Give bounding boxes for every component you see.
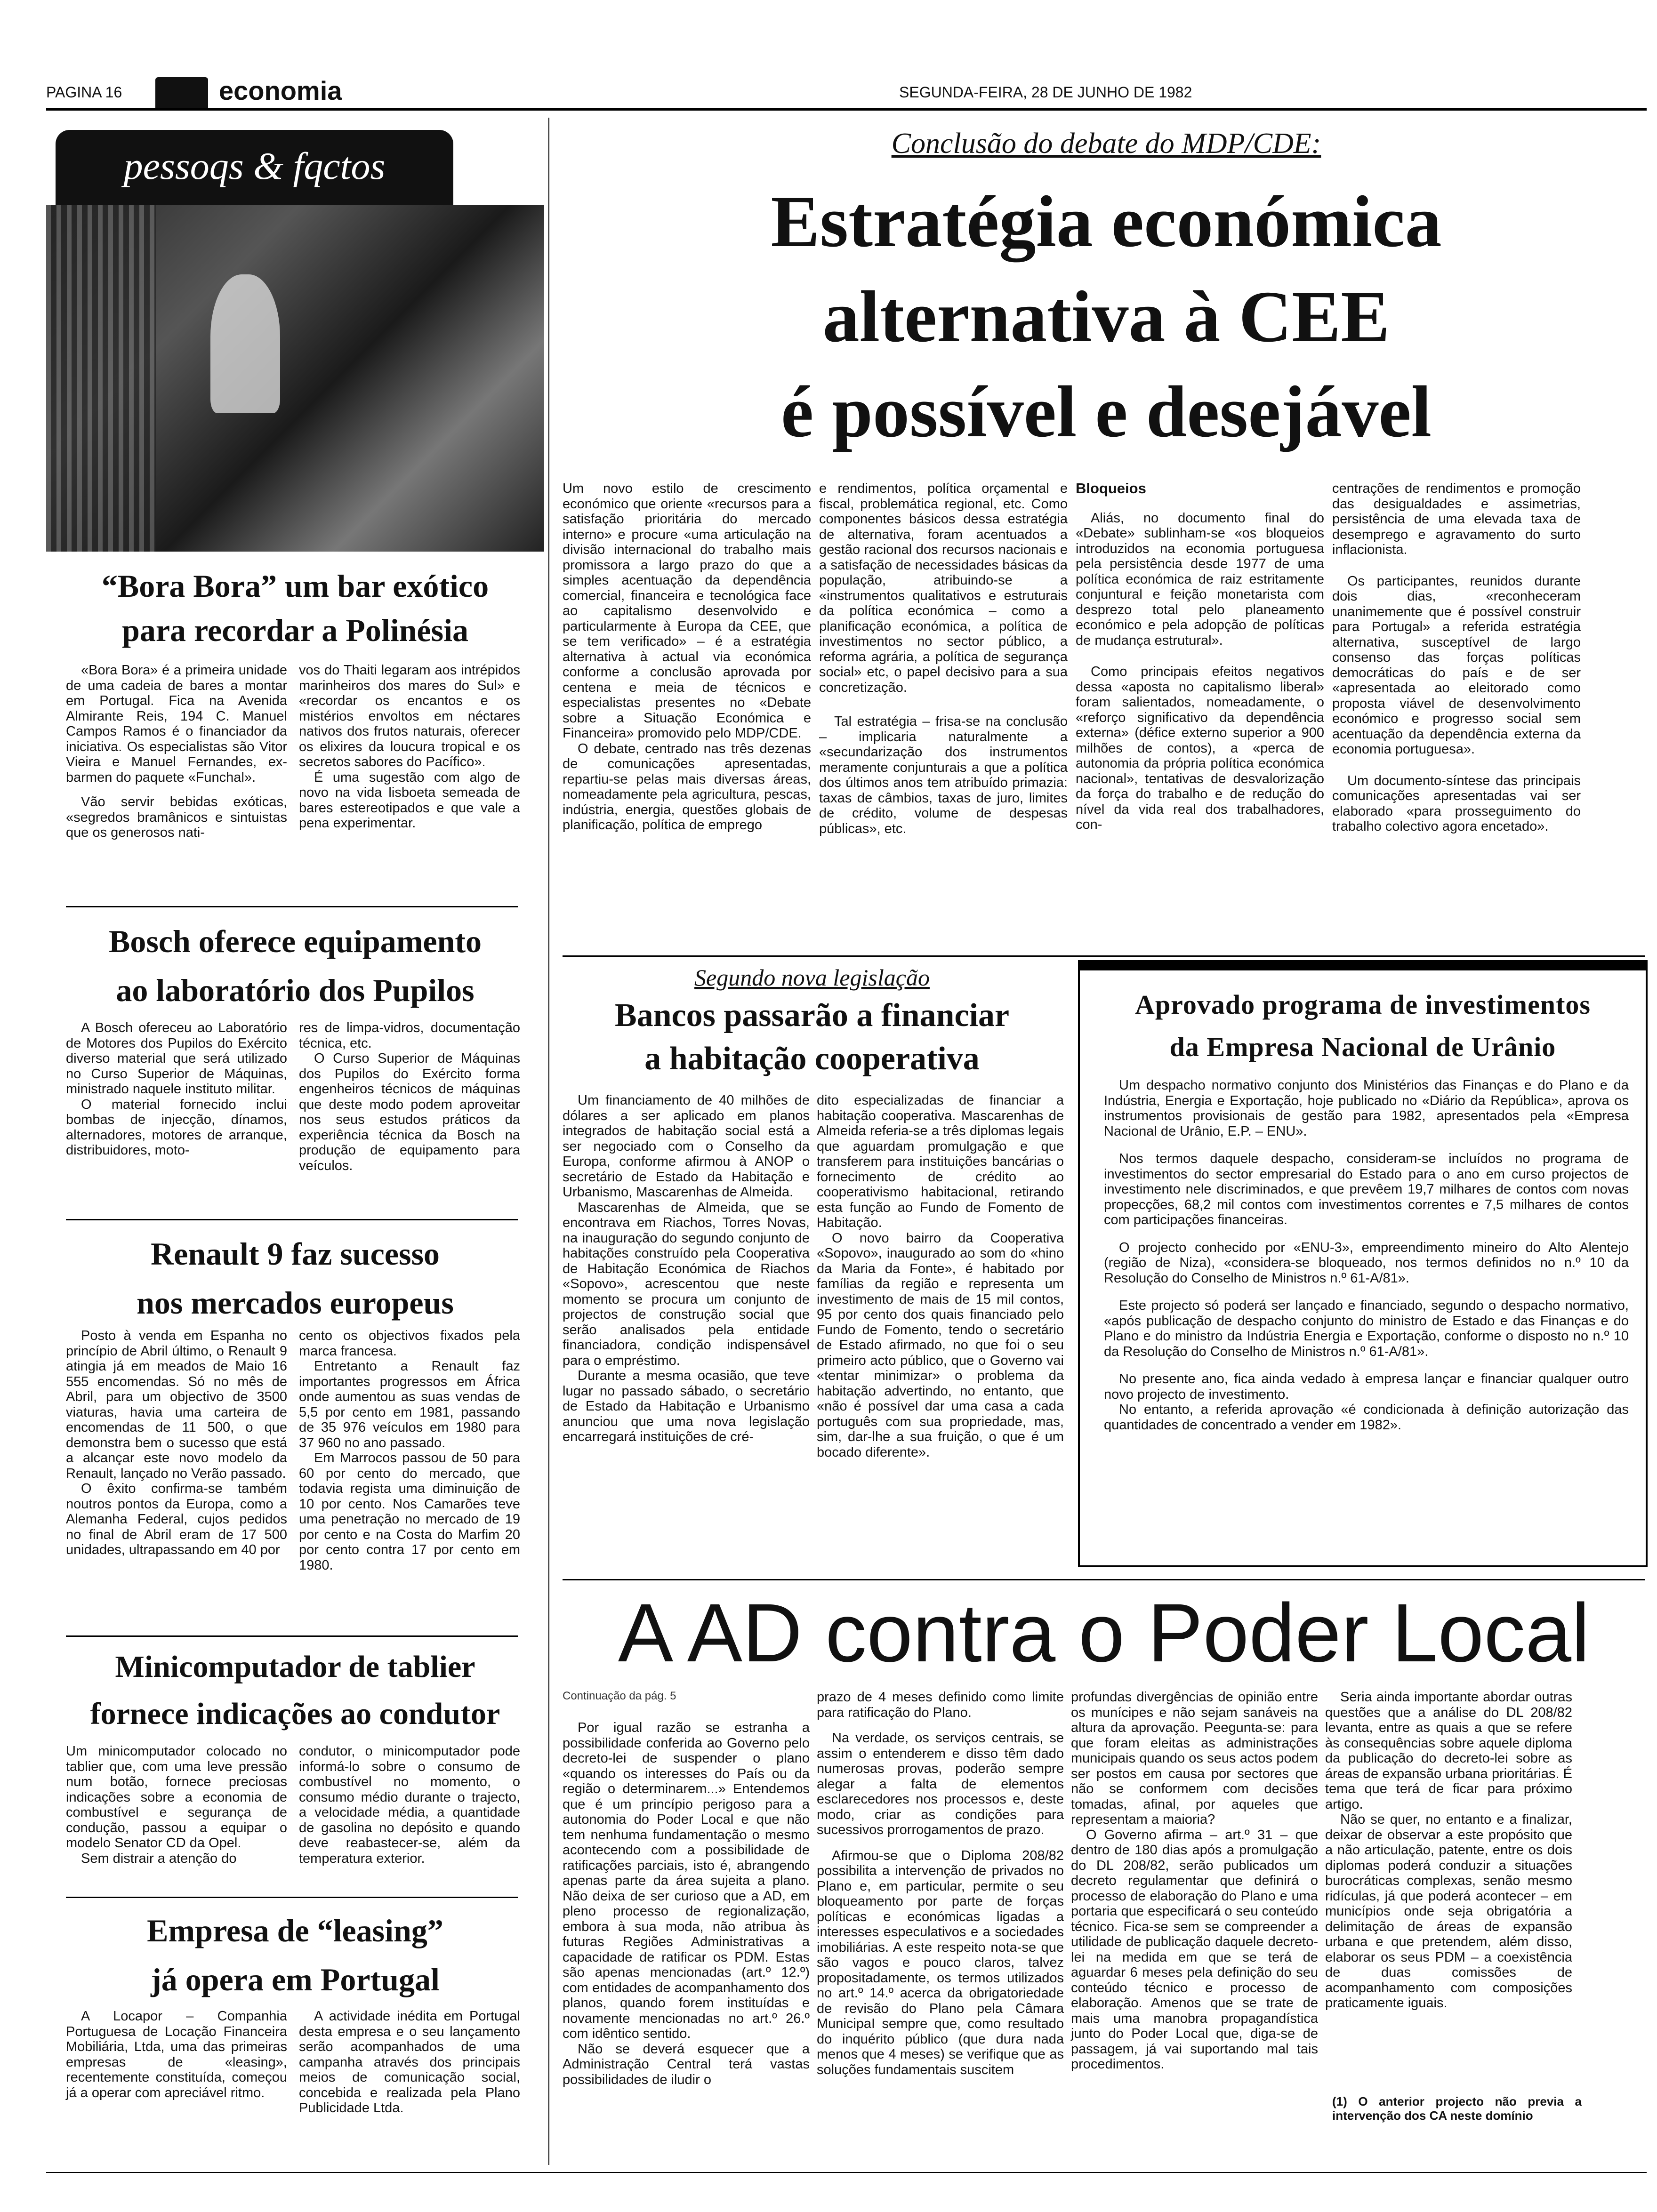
- bora-bora-col1-p2: Vão servir bebidas exóticas, «segredos bramânicos e sintuistas que os generosos nati-: [66, 794, 287, 840]
- section-logo: [155, 77, 208, 110]
- mdp-headline-line2: alternativa à CEE: [822, 276, 1390, 357]
- pessoas-factos-banner-label: pessoqs & fqctos: [123, 144, 386, 187]
- ad-footnote: (1) O anterior projecto não previa a intervenção dos CA neste domínio: [1332, 2094, 1582, 2123]
- renault-col1-p1: Posto à venda em Espanha no princípio de Abril último, o Renault 9 atingia já em meados de Maio 16 555 encomendas. Só no mês de Abril, para um objectivo de 3500 viaturas, havia uma carteira de encomendas de 11 500, o que demonstra bem o sucesso que está a alcançar este novo modelo da Renault, lançado no Verão passado.: [66, 1328, 287, 1481]
- mdp-kicker: Conclusão do debate do MDP/CDE:: [891, 128, 1321, 160]
- mdp-subhead-bloqueios: Bloqueios: [1076, 480, 1146, 497]
- ad-col3-p1: profundas divergências de opinião entre os munícipes e não sejam sanáveis na altura da aprovação. Peegunta-se: para que foram eleitas as administrações municipais quando os seus actos podem ser postos em causa por sectores que não se conformem com decisões tomadas, afinal, por aqueles que representam a maioria?: [1071, 1690, 1318, 1827]
- divider-bosch-renault: [66, 1219, 518, 1220]
- uranio-body: [1104, 1078, 1629, 1433]
- bancos-col2-p2: O novo bairro da Cooperativa «Sopovo», inaugurado ao som do «hino da Maria da Fonte», é habitado por famílias da região e representa um investimento de mais de 15 mil contos, 95 por cento dos quais financiado pelo Fundo de Fomento, tendo o secretário de Estado afirmado, no que foi o seu primeiro acto público, que o Governo vai «tentar minimizar» o problema da habitação advertindo, no entanto, que «não é possível dar uma casa a cada português com sua propriedade, mas, sim, dar-lhe a sua fruição, o que é um bocado diferente».: [817, 1230, 1064, 1460]
- bosch-col2: [299, 1020, 520, 1173]
- bancos-col1: [563, 1093, 810, 1445]
- mdp-col4: [1332, 481, 1581, 834]
- bora-bora-photo: [46, 205, 544, 552]
- mdp-col1: [563, 481, 811, 833]
- renault-col2-p3: Em Marrocos passou de 50 para 60 por cento do mercado, que todavia regista uma diminuição de 10 por cento. Nos Camarões teve uma penetração no mercado de 19 por cento e na Costa do Marfim 20 por cento contra 17 por cento em 1980.: [299, 1451, 520, 1573]
- mdp-col2-p1: e rendimentos, política orçamental e fiscal, problemática regional, etc. Como componentes básicos dessa estratégia de alternativa, foram acentuados a gestão racional dos recursos nacionais e a satisfação de necessidades básicas da população, atribuindo-se a «instrumentos qualitativos e estruturais da política económica – como a planificação económica, a política de investimentos no sector público, a reforma agrária, a política de segurança social» etc, o papel decisivo para a sua concretização.: [819, 481, 1068, 695]
- mdp-headline-line3: é possível e desejável: [780, 371, 1432, 452]
- minicomputador-col1-p2: Sem distrair a atenção do: [81, 1851, 237, 1866]
- minicomputador-col1-p1: Um minicomputador colocado no tablier que, com uma leve pressão num botão, fornece preciosas indicações sobre a economia de combustível e segurança de condução, passou a equipar o modelo Senator CD da Opel.: [66, 1744, 287, 1851]
- divider-mdp: [563, 955, 1645, 957]
- uranio-headline-line1: Aprovado programa de investimentos: [1135, 989, 1591, 1020]
- bora-bora-headline-line2: para recordar a Polinésia: [122, 612, 468, 648]
- leasing-col1-p1: A Locapor – Companhia Portuguesa de Locação Financeira Mobiliária, Ltda, uma das primeiras empresas de «leasing», recentemente constituída, começou já a operar com apreciável ritmo.: [66, 2009, 287, 2100]
- renault-col1-p2: O êxito confirma-se também noutros pontos da Europa, como a Alemanha Federal, cujos pedidos no final de Abril eram de 17 500 unidades, ultrapassando em 40 por: [66, 1481, 287, 1557]
- minicomputador-headline-line1: Minicomputador de tablier: [115, 1650, 475, 1684]
- ad-col1: [563, 1720, 810, 2087]
- bosch-col1-p2: O material fornecido inclui bombas de injecção, dínamos, alternadores, motores de arranque, distribuidores, moto-: [66, 1097, 287, 1158]
- bosch-col1-p1: A Bosch ofereceu ao Laboratório de Motores dos Pupilos do Exército diverso material que será utilizado no Curso Superior de Máquinas, ministrado naquele instituto militar.: [66, 1020, 287, 1097]
- ad-col1-p2: Não se deverá esquecer que a Administração Central terá vastas possibilidades de iludir o: [563, 2041, 810, 2087]
- renault-col2: [299, 1328, 520, 1573]
- ad-col2-p3: Afirmou-se que o Diploma 208/82 possibilita a intervenção de privados no Plano e, em particular, permite o seu bloqueamento por parte de forças políticas e económicas ligadas a interesses especulativos e a sociedades imobiliárias. A este respeito nota-se que são vagos e pouco claros, talvez propositadamente, os termos utilizados no art.º 14.º acerca da obrigatoriedade de revisão do Plano pela Câmara MunicipaI sempre que, como resultado do inquérito público (que dura nada menos que 4 meses) se verifique que as soluções fundamentais suscitem: [817, 1848, 1064, 2077]
- bancos-col1-p1: Um financiamento de 40 milhões de dólares a ser aplicado em planos integrados de habitação social está a ser negociado com o Conselho da Europa, conforme afirmou à ANOP o secretário de Estado da Habitação e Urbanismo, Mascarenhas de Almeida.: [563, 1093, 810, 1200]
- left-column-divider: [548, 118, 549, 2165]
- mdp-col3: [1076, 481, 1324, 833]
- minicomputador-col2: [299, 1744, 520, 1866]
- divider-renault-mini: [66, 1635, 518, 1637]
- uranio-p5: No presente ano, fica ainda vedado à empresa lançar e financiar qualquer outro novo projecto de investimento.: [1104, 1371, 1629, 1402]
- uranio-p2: Nos termos daquele despacho, consideram-se incluídos no programa de investimentos do sector empresarial do Estado para o ano em curso projectos de investimento nele discriminados, e que prevêem 19,7 milhares de contos com novas propecções, 68,2 mil contos com investimentos correntes e 7,5 milhares de contos com participações financeiras.: [1104, 1151, 1629, 1227]
- bosch-headline-line2: ao laboratório dos Pupilos: [116, 972, 475, 1008]
- ad-col2-p2: Na verdade, os serviços centrais, se assim o entenderem e disso têm dado numerosas provas, poderão sempre alegar a falta de elementos esclarecedores nos processos e, deste modo, criar as condições para sucessivos prorrogamentos de prazo.: [817, 1731, 1064, 1837]
- leasing-headline-line1: Empresa de “leasing”: [147, 1913, 443, 1948]
- leasing-headline-line2: já opera em Portugal: [151, 1962, 440, 1997]
- uranio-headline: [1083, 984, 1643, 1068]
- mdp-headline: [565, 174, 1648, 459]
- mdp-col1-p2: O debate, centrado nas três dezenas de comunicações apresentadas, repartiu-se pelas mais diversas áreas, nomeadamente pela agricultura, pescas, indústria, energia, questões globais de planificação, política de emprego: [563, 741, 811, 833]
- bancos-col2-p1: dito especializadas de financiar a habitação cooperativa. Mascarenhas de Almeida referia-se a três diplomas legais que aguardam promulgação e que transferem para instituições bancárias o fornecimento de crédito ao cooperativismo habitacional, retirando esta função ao Fundo de Fomento de Habitação.: [817, 1093, 1064, 1230]
- ad-headline: A AD contra o Poder Local: [618, 1587, 1590, 1679]
- mdp-col4-p2: Os participantes, reunidos durante dois dias, «reconheceram unanimemente que é possível construir para Portugal» a referida estratégia alternativa, susceptível de largo consenso das forças políticas democráticas do país e de ser «apresentada ao eleitorado como proposta viável de desenvolvimento económico e progresso social sem acentuação da dependência externa da economia portuguesa».: [1332, 573, 1581, 757]
- bancos-headline-line2: a habitação cooperativa: [644, 1041, 980, 1077]
- bora-bora-col2-p2: É uma sugestão com algo de novo na vida lisboeta semeada de bares estereotipados e que vale a pena experimentar.: [299, 769, 520, 831]
- renault-headline-line2: nos mercados europeus: [137, 1285, 454, 1321]
- bancos-headline-line1: Bancos passarão a financiar: [614, 997, 1010, 1034]
- uranio-p1: Um despacho normativo conjunto dos Ministérios das Finanças e do Plano e da Indústria, Energia e Exportação, hoje publicado no «Diário da República», aprova os instrumentos provisionais de gestão para 1982, apresentados pela «Empresa Nacional de Urânio, E.P. – ENU».: [1104, 1078, 1629, 1139]
- mdp-col3-p2: Como principais efeitos negativos dessa «aposta no capitalismo liberal» foram salientados, nomeadamente, o «reforço significativo da dependência externa» (défice externo superior a 900 milhões de contos), a «perca de autonomia da própria política económica nacional», tentativas de desvalorização da força do trabalho e de redução do nível da vida real dos trabalhadores, con-: [1076, 664, 1324, 832]
- bora-bora-col1: [66, 663, 287, 841]
- minicomputador-col1: [66, 1744, 287, 1866]
- bora-bora-headline-line1: “Bora Bora” um bar exótico: [101, 568, 489, 604]
- divider-bora-bosch: [66, 906, 518, 907]
- mdp-headline-line1: Estratégia económica: [771, 181, 1442, 262]
- bosch-headline: [46, 917, 544, 1015]
- uranio-p4: Este projecto só poderá ser lançado e financiado, segundo o despacho normativo, «após publicação de despacho conjunto do ministro de Estado e das Finanças e do Plano e do ministro da Indústria Energia e Exportação, conforme o disposto no n.º 10 da Resolução do Conselho de Ministros n.º 61-A/81».: [1104, 1298, 1629, 1359]
- renault-col2-p2: Entretanto a Renault faz importantes progressos em África onde aumentou as suas vendas de 5,5 por cento em 1981, passando de 35 976 veículos em 1980 para 37 960 no ano passado.: [299, 1359, 520, 1451]
- divider-mini-leasing: [66, 1897, 518, 1898]
- divider-ad: [563, 1579, 1645, 1580]
- uranio-p6: No entanto, a referida aprovação «é condicionada à definição autorização das quantidades de concentrado a vender em 1982».: [1104, 1402, 1629, 1433]
- page-date: SEGUNDA-FEIRA, 28 DE JUNHO DE 1982: [899, 84, 1192, 101]
- minicomputador-headline-line2: fornece indicações ao condutor: [90, 1697, 500, 1731]
- mdp-col1-p1: Um novo estilo de crescimento económico que oriente «recursos para a satisfação prioritária do mercado interno» e procure «uma articulação na divisão internacional do trabalho mais promissora a largo prazo do que a simples acentuação da dependência comercial, financeira e tecnológica face ao capitalismo desenvolvido e particularmente à Europa da CEE, que se tem verificado» – é a estratégia alternativa à actual via económica conforme a conclusão aprovada por centena e meia de técnicos e especialistas presentes no «Debate sobre a Situação Económica e Financeira» promovido pelo MDP/CDE.: [563, 481, 811, 741]
- bora-bora-col2-p1: vos do Thaiti legaram aos intrépidos marinheiros dos mares do Sul» e «recordar os encantos e os mistérios envoltos em néctares nativos dos frutos naturais, oferecer os elixires da loucura tropical e os secretos sabores do Pacífico».: [299, 663, 520, 769]
- bora-bora-col1-p1: «Bora Bora» é a primeira unidade de uma cadeia de bares a montar em Portugal. Fica na Avenida Almirante Reis, 194 C. Manuel Campos Ramos é o financiador da iniciativa. Os especialistas são Vitor Vieira e Manuel Fernandes, ex-barmen do paquete «Funchal».: [66, 663, 287, 785]
- mdp-col4-p3: Um documento-síntese das principais comunicações apresentadas vai ser elaborado «para prosseguimento do trabalho colectivo agora encetado».: [1332, 773, 1581, 834]
- mdp-col2-p2: Tal estratégia – frisa-se na conclusão – implicaria naturalmente a «secundarização dos instrumentos meramente conjunturais a que a política dos últimos anos tem atribuído primazia: taxas de câmbios, taxas de juro, limites de crédito, volume de despesas públicas», etc.: [819, 714, 1068, 836]
- bosch-headline-line1: Bosch oferece equipamento: [109, 923, 482, 959]
- bora-bora-col2: [299, 663, 520, 831]
- ad-col3-p2: O Governo afirma – art.º 31 – que dentro de 180 dias após a promulgação do DL 208/82, serão publicados um decreto regulamentar que definirá o processo de elaboração do Plano e uma portaria que especificará o seu conteúdo técnico. Fica-se sem se compreender a utilidade de publicação daquele decreto-lei na medida em que se terá de aguardar 6 meses pela definição do seu conteúdo técnico e processo de elaboração. Amenos que se trate de mais uma manobra propagandística junto do Poder Local que, diga-se de passagem, já vai suportando mal tais procedimentos.: [1071, 1827, 1318, 2072]
- uranio-headline-line2: da Empresa Nacional de Urânio: [1169, 1032, 1556, 1062]
- ad-col2: [817, 1690, 1064, 2077]
- minicomputador-headline: [46, 1643, 544, 1738]
- section-name: economia: [219, 76, 342, 105]
- bora-bora-headline: [46, 564, 544, 652]
- ad-col4: [1325, 1690, 1572, 2011]
- leasing-col2: [299, 2009, 520, 2116]
- minicomputador-col2-p1: condutor, o minicomputador pode informá-lo sobre o consumo de combustível no momento, o consumo médio durante o trajecto, a velocidade média, a quantidade de gasolina no depósito e quando deve reabastecer-se, além da temperatura exterior.: [299, 1744, 520, 1866]
- leasing-col2-p1: A actividade inédita em Portugal desta empresa e o seu lançamento serão acompanhados de uma campanha através dos principais meios de comunicação social, concebida e realizada pela Plano Publicidade Ltda.: [299, 2009, 520, 2116]
- mdp-col3-p1: Aliás, no documento final do «Debate» sublinham-se «os bloqueios introduzidos na economia portuguesa pela persistência desde 1977 de uma política económica de raiz estritamente conjuntural e feição monetarista com desprezo total pelo planeamento económico e pela adopção de políticas de mudança estrutural».: [1076, 510, 1324, 648]
- uranio-p3: O projecto conhecido por «ENU-3», empreendimento mineiro do Alto Alentejo (região de Niza), «considera-se bloqueado, nos termos definidos no n.º 10 da Resolução do Conselho de Ministros n.º 61-A/81».: [1104, 1240, 1629, 1286]
- renault-headline: [46, 1229, 544, 1327]
- bosch-col2-p2: O Curso Superior de Máquinas dos Pupilos do Exército forma engenheiros técnicos de máquinas que deste modo podem aproveitar nos seus estudos práticos da experiência técnica da Bosch na produção de equipamento para veículos.: [299, 1051, 520, 1173]
- renault-headline-line1: Renault 9 faz sucesso: [151, 1236, 440, 1272]
- renault-col2-p1: cento os objectivos fixados pela marca francesa.: [299, 1328, 520, 1359]
- bancos-headline: [563, 994, 1062, 1081]
- ad-col4-p2: Não se quer, no entanto e a finalizar, deixar de observar a este propósito que a não articulação, patente, entre os dois diplomas poderá conduzir a situações burocráticas complexas, senão mesmo ridículas, já que poderá acontecer – em municípios onde seja obrigatória a delimitação de áreas de expansão urbana e que pretendem, além disso, elaborar os seus PDM – a coexistência de duas comissões de acompanhamento com composições praticamente iguais.: [1325, 1812, 1572, 2011]
- bancos-col1-p3: Durante a mesma ocasião, que teve lugar no passado sábado, o secretário de Estado da Habitação e Urbanismo anunciou que uma nova legislação encarregará instituições de cré-: [563, 1368, 810, 1444]
- ad-col4-p1: Seria ainda importante abordar outras questões que a análise do DL 208/82 levanta, entre as quais a que se refere às consequências sobre aquele diploma da publicação do decreto-lei sobre as áreas de expansão urbana prioritárias. É tema que terá de ficar para próximo artigo.: [1325, 1690, 1572, 1812]
- ad-continuation: Continuação da pág. 5: [563, 1690, 676, 1702]
- ad-col3: [1071, 1690, 1318, 2072]
- page-number: PAGINA 16: [46, 84, 122, 101]
- renault-col1: [66, 1328, 287, 1558]
- ad-col1-p1: Por igual razão se estranha a possibilidade conferida ao Governo pelo decreto-lei de suspender o plano «quando os interesses do País ou da região o determinarem...» Entendemos que é um princípio perigoso para a autonomia do Poder Local e que não tem nenhuma fundamentação o mesmo acontecendo com a possibilidade de ratificações parciais, isto é, abrangendo apenas parte da área sujeita a plano. Não deixa de ser curioso que a AD, em pleno processo de regionalização, embora à sua moda, não atribua às futuras Regiões Administrativas a capacidade de ratificar os PDM. Estas são apenas mencionadas (art.º 12.º) com entidades de acompanhamento dos planos, quando forem instituídas e novamente mencionadas no art.º 26.º com idêntico sentido.: [563, 1720, 810, 2041]
- page-bottom-rule: [46, 2172, 1647, 2173]
- leasing-headline: [46, 1906, 544, 2004]
- bancos-col1-p2: Mascarenhas de Almeida, que se encontrava em Riachos, Torres Novas, na inauguração do segundo conjunto de habitações construído pela Cooperativa de Habitação Económica de Riachos «Sopovo», acrescentou que neste momento se procura um conjunto de projectos de construção social que serão analisados pela entidade financiadora, condição indispensável para o empréstimo.: [563, 1200, 810, 1368]
- bancos-kicker: Segundo nova legislação: [694, 964, 930, 991]
- mdp-col4-p1: centrações de rendimentos e promoção das desigualdades e assimetrias, persistência de uma elevada taxa de desemprego e agravamento do surto inflacionista.: [1332, 481, 1581, 557]
- bancos-col2: [817, 1093, 1064, 1460]
- bosch-col2-p1: res de limpa-vidros, documentação técnica, etc.: [299, 1020, 520, 1051]
- bosch-col1: [66, 1020, 287, 1158]
- uranio-box-top-bar: [1080, 962, 1646, 970]
- ad-col2-p1: prazo de 4 meses definido como limite para ratificação do Plano.: [817, 1690, 1064, 1720]
- masthead-rule: [46, 108, 1647, 111]
- mdp-col2: [819, 481, 1068, 836]
- leasing-col1: [66, 2009, 287, 2100]
